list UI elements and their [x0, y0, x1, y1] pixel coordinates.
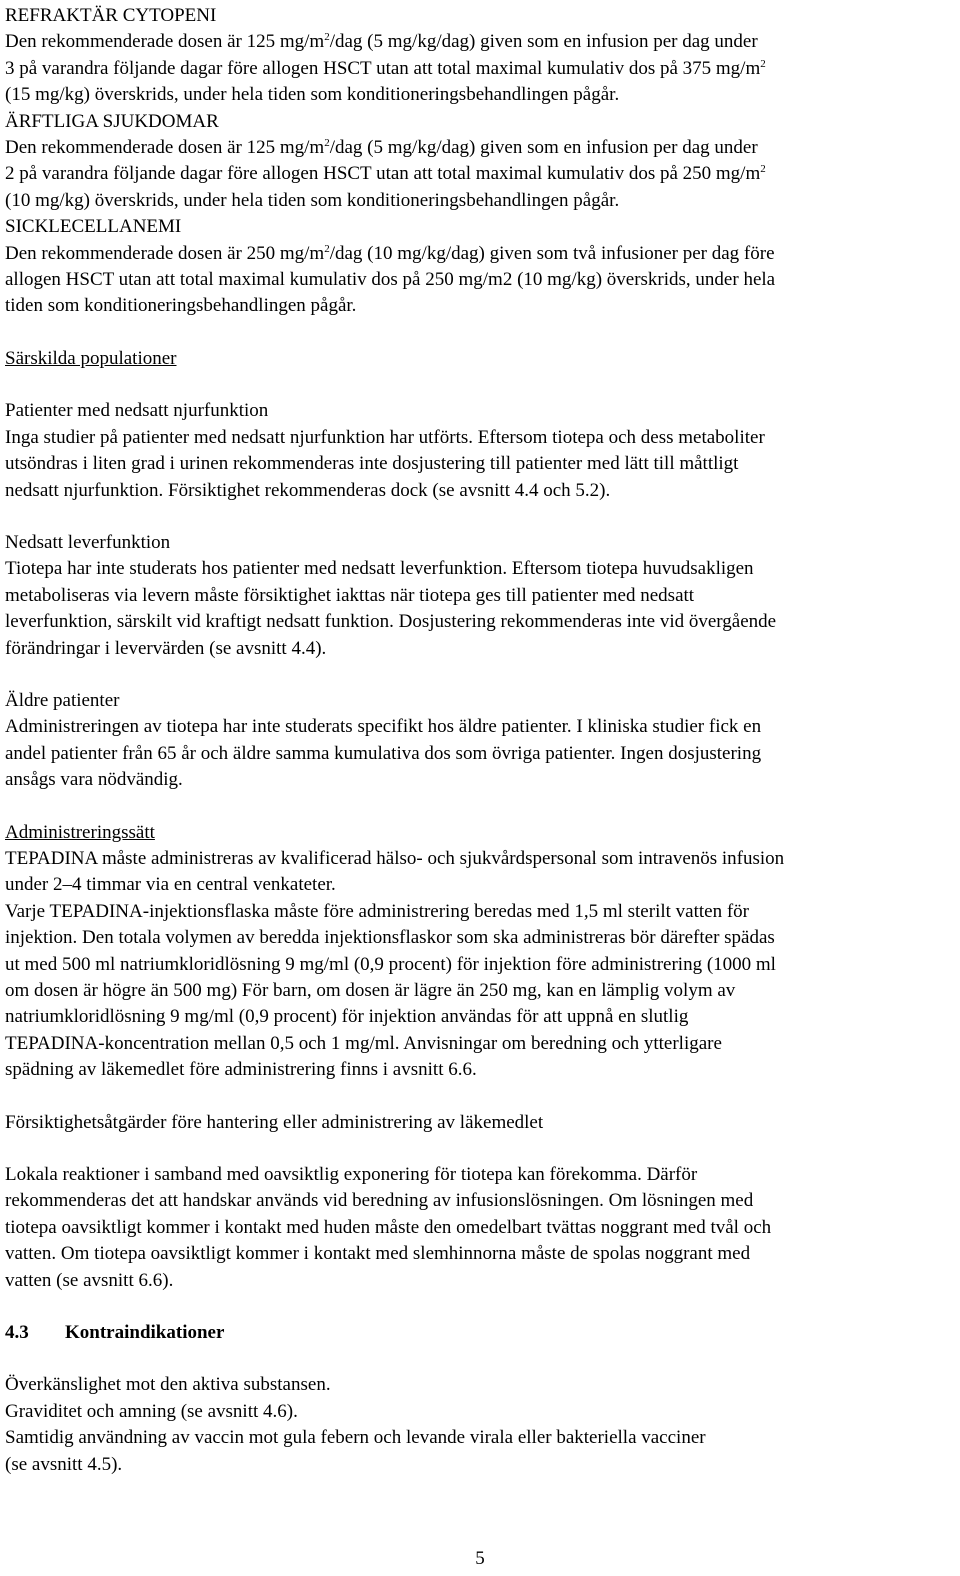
section-administration: [5, 820, 957, 1084]
body-line: vatten (se avsnitt 6.6).: [5, 1269, 174, 1291]
dose-line: Den rekommenderade dosen är 125 $mg/m^2$/dag (5 mg/kg/dag) given som en infusion per dag under: [5, 137, 758, 159]
section-renal-impairment: [5, 398, 957, 504]
section-contraindications: [5, 1372, 957, 1478]
section-sickle-cell-anemia: [5, 214, 957, 320]
section-hepatic-impairment: [5, 530, 957, 662]
subsection-heading: Äldre patienter: [5, 689, 120, 711]
section-elderly: [5, 688, 957, 794]
body-line: Inga studier på patienter med nedsatt njurfunktion har utförts. Eftersom tiotepa och dess metaboliter: [5, 426, 765, 448]
body-line: natriumkloridlösning 9 mg/ml (0,9 procent) för injektion användas för att uppnå en slutlig: [5, 1006, 689, 1028]
body-line: Överkänslighet mot den aktiva substansen.: [5, 1374, 331, 1396]
dose-line: Den rekommenderade dosen är 250 $mg/m^2$/dag (10 mg/kg/dag) given som två infusioner per dag före: [5, 242, 775, 264]
dose-line: 2 på varandra följande dagar före allogen HSCT utan att total maximal kumulativ dos på 250 $mg/m^2$: [5, 163, 766, 185]
dose-line: (15 mg/kg) överskrids, under hela tiden som konditioneringsbehandlingen pågår.: [5, 84, 620, 106]
body-line: under 2–4 timmar via en central venkateter.: [5, 874, 336, 896]
body-line: Lokala reaktioner i samband med oavsiktlig exponering för tiotepa kan förekomma. Därför: [5, 1164, 698, 1186]
body-line: leverfunktion, särskilt vid kraftigt nedsatt funktion. Dosjustering rekommenderas inte vid övergående: [5, 611, 777, 633]
dose-line: tiden som konditioneringsbehandlingen pågår.: [5, 295, 357, 317]
body-line: tiotepa oavsiktligt kommer i kontakt med huden måste den omedelbart tvättas noggrant med tvål och: [5, 1216, 772, 1238]
page-number: 5: [475, 1548, 485, 1569]
section-number: 4.3: [5, 1322, 29, 1344]
subsection-heading: Patienter med nedsatt njurfunktion: [5, 400, 269, 422]
body-line: (se avsnitt 4.5).: [5, 1453, 123, 1475]
dose-line: 3 på varandra följande dagar före allogen HSCT utan att total maximal kumulativ dos på 375 $mg/m^2$: [5, 57, 766, 79]
section-refractory-cytopenia: [5, 3, 957, 109]
administration-heading: Administreringssätt: [5, 821, 155, 843]
subsection-heading: ÄRFTLIGA SJUKDOMAR: [5, 110, 219, 132]
body-line: Administreringen av tiotepa har inte studerats specifikt hos äldre patienter. I kliniska studier fick en: [5, 716, 762, 738]
body-line: vatten. Om tiotepa oavsiktligt kommer i kontakt med slemhinnorna måste de spolas noggrant med: [5, 1243, 751, 1265]
body-line: Samtidig användning av vaccin mot gula febern och levande virala eller bakteriella vacciner: [5, 1427, 706, 1449]
body-line: Varje TEPADINA-injektionsflaska måste före administrering beredas med 1,5 ml sterilt vatten för: [5, 900, 749, 922]
body-line: ut med 500 ml natriumkloridlösning 9 mg/ml (0,9 procent) för injektion före administrering (1000 ml: [5, 953, 776, 975]
contraindications-heading: [5, 1320, 957, 1346]
dose-line: Den rekommenderade dosen är 125 $mg/m^2$/dag (5 mg/kg/dag) given som en infusion per dag under: [5, 31, 758, 53]
body-line: Graviditet och amning (se avsnitt 4.6).: [5, 1400, 298, 1422]
subsection-heading: SICKLECELLANEMI: [5, 216, 182, 238]
body-line: rekommenderas det att handskar används vid beredning av infusionslösningen. Om lösningen med: [5, 1190, 754, 1212]
body-line: andel patienter från 65 år och äldre samma kumulativa dos som övriga patienter. Ingen dosjustering: [5, 742, 762, 764]
body-line: TEPADINA måste administreras av kvalificerad hälso- och sjukvårdspersonal som intravenös infusion: [5, 847, 785, 869]
dose-line: (10 mg/kg) överskrids, under hela tiden som konditioneringsbehandlingen pågår.: [5, 189, 620, 211]
body-line: TEPADINA-koncentration mellan 0,5 och 1 mg/ml. Anvisningar om beredning och ytterligare: [5, 1032, 722, 1054]
section-hereditary-diseases: [5, 109, 957, 215]
document-page: [5, 3, 957, 1478]
body-line: injektion. Den totala volymen av beredda injektionsflaskor som ska administreras bör därefter spädas: [5, 927, 775, 949]
body-line: om dosen är högre än 500 mg) För barn, om dosen är lägre än 250 mg, kan en lämplig volym av: [5, 980, 736, 1001]
dose-line: allogen HSCT utan att total maximal kumulativ dos på 250 mg/m2 (10 mg/kg) överskrids, under hela: [5, 269, 776, 291]
body-line: utsöndras i liten grad i urinen rekommenderas inte dosjustering till patienter med lätt till måttligt: [5, 453, 739, 475]
section-precautions: [5, 1162, 957, 1294]
body-line: förändringar i levervärden (se avsnitt 4.4).: [5, 637, 327, 659]
special-populations-heading: Särskilda populationer: [5, 347, 177, 369]
body-line: Tiotepa har inte studerats hos patienter med nedsatt leverfunktion. Eftersom tiotepa huvudsakligen: [5, 558, 754, 580]
body-line: metaboliseras via levern måste försiktighet iakttas när tiotepa ges till patienter med nedsatt: [5, 584, 695, 606]
precautions-heading: Försiktighetsåtgärder före hantering eller administrering av läkemedlet: [5, 1111, 544, 1133]
subsection-heading: REFRAKTÄR CYTOPENI: [5, 5, 217, 26]
body-line: nedsatt njurfunktion. Försiktighet rekommenderas dock (se avsnitt 4.4 och 5.2).: [5, 479, 611, 501]
section-title: Kontraindikationer: [65, 1322, 225, 1344]
body-line: spädning av läkemedlet före administrering finns i avsnitt 6.6.: [5, 1059, 477, 1081]
subsection-heading: Nedsatt leverfunktion: [5, 531, 171, 553]
body-line: ansågs vara nödvändig.: [5, 769, 183, 791]
